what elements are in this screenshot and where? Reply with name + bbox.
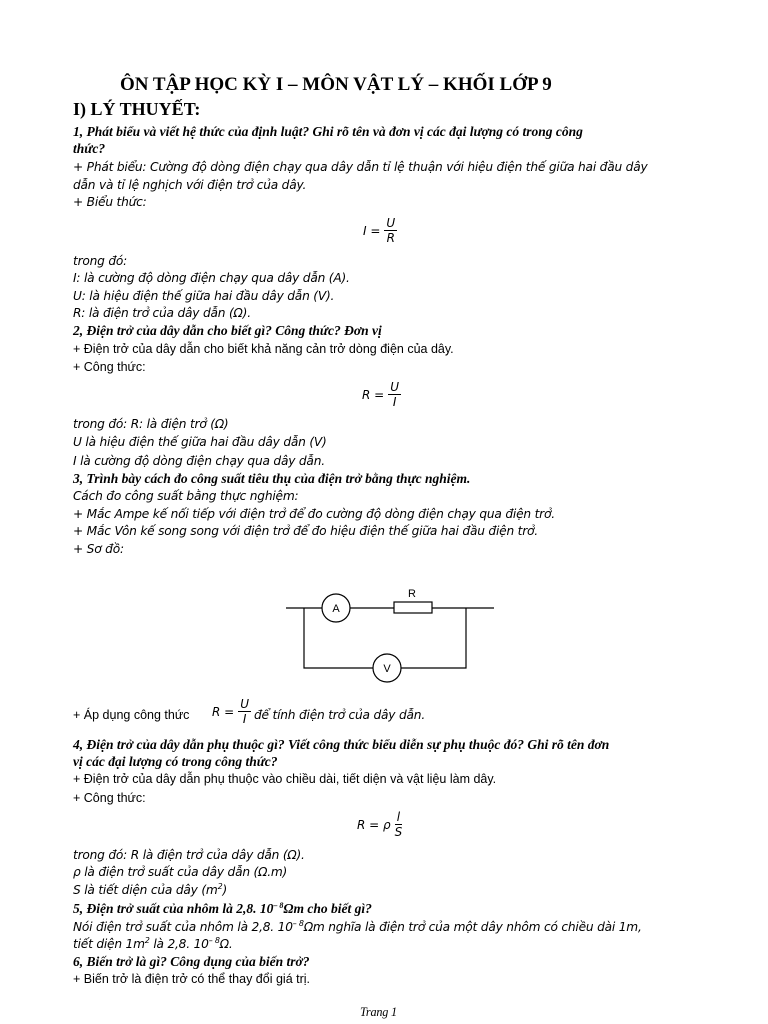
formula-lhs: R = [362,387,385,402]
q6-heading: 6, Biến trở là gì? Công dụng của biến trở? [73,954,310,969]
q1-expression-label: + Biểu thức: [73,195,147,209]
q4-line1: + Điện trở của dây dẫn phụ thuộc vào chiều dài, tiết diện và vật liệu làm dây. [73,772,497,786]
q2-line1: + Điện trở của dây dẫn cho biết khả năng cản trở dòng điện của dây. [73,342,454,356]
q1-statement-line1: + Phát biểu: Cường độ dòng điện chạy qua dây dẫn tỉ lệ thuận với hiệu điện thế giữa hai đầu dây [73,160,648,174]
q3-apply-prefix: + Áp dụng công thức [73,708,190,722]
q3-line3: + Mắc Vôn kế song song với điện trở để đo hiệu điện thế giữa hai đầu điện trở. [73,524,538,538]
q3-line4: + Sơ đồ: [73,542,124,556]
q1-def-r: R: là điện trở của dây dẫn (Ω). [73,306,251,320]
q5-line1 [73,919,642,934]
q4-def-s-sup: 2 [217,882,223,891]
formula-lhs: R = ρ [357,817,391,832]
q3-heading: 3, Trình bày cách đo công suất tiêu thụ của điện trở bằng thực nghiệm. [73,471,471,486]
q4-def-s-text: S là tiết diện của dây (m [73,883,218,897]
q3-line2: + Mắc Ampe kế nối tiếp với điện trở để đo cường độ dòng điện chạy qua điện trở. [73,507,555,521]
q4-def-r: trong đó: R là điện trở của dây dẫn (Ω). [73,848,305,862]
q1-heading-line2: thức? [73,141,106,156]
q1-def-u: U: là hiệu điện thế giữa hai đầu dây dẫn (V). [73,289,335,303]
q1-where: trong đó: [73,254,128,268]
formula-denominator: I [392,395,397,409]
q1-formula [363,216,397,245]
q4-def-rho: ρ là điện trở suất của dây dẫn (Ω.m) [73,865,288,879]
q4-def-s-close: ) [222,883,228,897]
formula-denominator: S [394,825,403,839]
resistor-symbol [394,602,432,613]
q3-apply-formula [212,697,251,726]
formula-numerator: U [386,216,396,230]
q5-line2-unit: Ω. [219,937,233,951]
q4-def-s [73,882,227,897]
page-number: Trang 1 [360,1005,397,1019]
q5-line2-sup: 2 [144,936,150,945]
q1-heading-line1: 1, Phát biểu và viết hệ thức của định luật? Ghi rõ tên và đơn vị các đại lượng có trong công [73,124,583,139]
q3-apply-suffix: để tính điện trở của dây dẫn. [254,708,425,722]
q1-def-i: I: là cường độ dòng điện chạy qua dây dẫn (A). [73,271,350,285]
q2-heading: 2, Điện trở của dây dẫn cho biết gì? Công thức? Đơn vị [73,323,382,338]
q5-line2-mid: là 2,8. 10 [149,937,209,951]
q5-line2-exp: – 8 [208,936,220,945]
formula-lhs: R = [212,704,235,719]
section-heading: I) LÝ THUYẾT: [73,99,201,119]
q2-def-u: U là hiệu điện thế giữa hai đầu dây dẫn (V) [73,435,327,449]
q5-line1-text: Nói điện trở suất của nhôm là 2,8. 10 [73,920,293,934]
q4-heading-line1: 4, Điện trở của dây dẫn phụ thuộc gì? Viết công thức biểu diễn sự phụ thuộc đó? Ghi rõ tên đơn [73,737,610,752]
q6-line1: + Biến trở là điện trở có thể thay đổi giá trị. [73,972,310,986]
resistor-label: R [408,588,416,600]
q1-statement-line2: dẫn và tỉ lệ nghịch với điện trở của dây. [73,178,307,192]
ammeter-label: A [332,603,340,615]
formula-denominator: R [386,231,395,245]
q2-def-i: I là cường độ dòng điện chạy qua dây dẫn. [73,454,325,468]
q5-line1-exp: – 8 [292,919,304,928]
formula-lhs: I = [363,223,381,238]
formula-numerator: U [390,380,400,394]
q3-line1: Cách đo công suất bằng thực nghiệm: [73,489,299,503]
q2-where-r: trong đó: R: là điện trở (Ω) [73,417,229,431]
q4-line2: + Công thức: [73,791,146,805]
voltmeter-label: V [383,663,391,675]
q2-line2: + Công thức: [73,360,146,374]
q5-line1-rest: Ωm nghĩa là điện trở của một dây nhôm có chiều dài 1m, [303,920,642,934]
page-title: ÔN TẬP HỌC KỲ I – MÔN VẬT LÝ – KHỐI LỚP 9 [120,74,552,95]
circuit-diagram [280,580,500,690]
q5-line2 [73,936,233,951]
q4-heading-line2: vị các đại lượng có trong công thức? [73,754,278,769]
q4-formula [357,810,402,839]
formula-numerator: l [396,810,401,824]
q5-heading-unit: Ωm cho biết gì? [283,901,372,916]
formula-denominator: I [242,712,247,726]
q5-heading [73,901,372,917]
wire-voltmeter-right [401,608,466,668]
q5-heading-exp: – 8 [273,901,284,910]
q5-heading-text: 5, Điện trở suất của nhôm là 2,8. 10 [73,901,274,916]
formula-numerator: U [240,697,250,711]
q5-line2-text: tiết diện 1m [73,937,145,951]
q2-formula [362,380,401,409]
